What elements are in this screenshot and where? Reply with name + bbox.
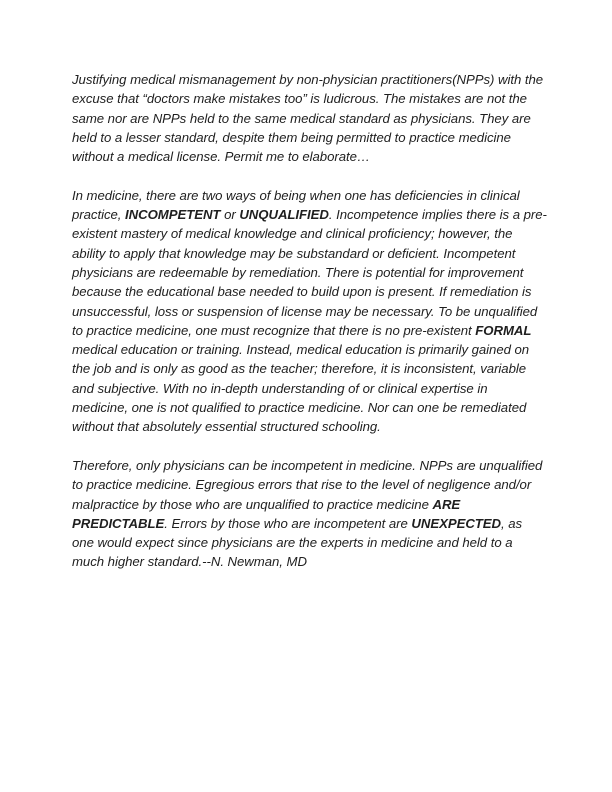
emphasis-are-predictable: ARE PREDICTABLE	[72, 496, 461, 531]
emphasis-unexpected: UNEXPECTED	[411, 515, 502, 531]
intro-text: Justifying medical mismanagement by non-physician practitioners(NPPs) with the excuse that “doctors make mistakes too” is ludicrous. The mistakes are not the same nor are NPPs held to the same medical standard as physicians. They are held to a lesser standard, despite them being permitted to practice medicine without a medical license. Permit me to elaborate…	[72, 72, 544, 165]
emphasis-incompetent: INCOMPETENT	[125, 207, 221, 223]
conclusion-text-3: , as one would expect since physicians are the experts in medicine and held to a much higher standard.--N. Newman, MD	[72, 515, 523, 570]
conclusion-text-1: Therefore, only physicians can be incompetent in medicine. NPPs are unqualified to practice medicine. Egregious errors that rise to the level of negligence and/or malpractice by those who are unqualified to practice medicine	[72, 457, 543, 512]
definitions-text-1: In medicine, there are two ways of being when one has deficiencies in clinical practice,	[72, 187, 520, 223]
document-body	[72, 70, 547, 591]
paragraph-intro	[72, 70, 547, 166]
definitions-text-2: or	[220, 207, 240, 223]
definitions-text-3: . Incompetence implies there is a pre-existent mastery of medical knowledge and clinical proficiency; however, the ability to apply that knowledge may be substandard or deficient. Incompetent physicians are redeemable by remediation. There is potential for improvement because the educational base needed to build upon is present. If remediation is unsuccessful, loss or suspension of license may be necessary. To be unqualified to practice medicine, one must recognize that there is no pre-existent	[72, 207, 547, 338]
definitions-text-4: medical education or training. Instead, medical education is primarily gained on the job and is only as good as the teacher; therefore, it is inconsistent, variable and subjective. With no in-depth understanding of or clinical expertise in medicine, one is not qualified to practice medicine. Nor can one be remediated without that absolutely essential structured schooling.	[72, 342, 530, 435]
emphasis-formal: FORMAL	[475, 322, 532, 338]
paragraph-definitions	[72, 186, 547, 437]
conclusion-text-2: . Errors by those who are incompetent are	[164, 515, 412, 531]
emphasis-unqualified: UNQUALIFIED	[239, 207, 329, 223]
paragraph-conclusion	[72, 456, 547, 572]
